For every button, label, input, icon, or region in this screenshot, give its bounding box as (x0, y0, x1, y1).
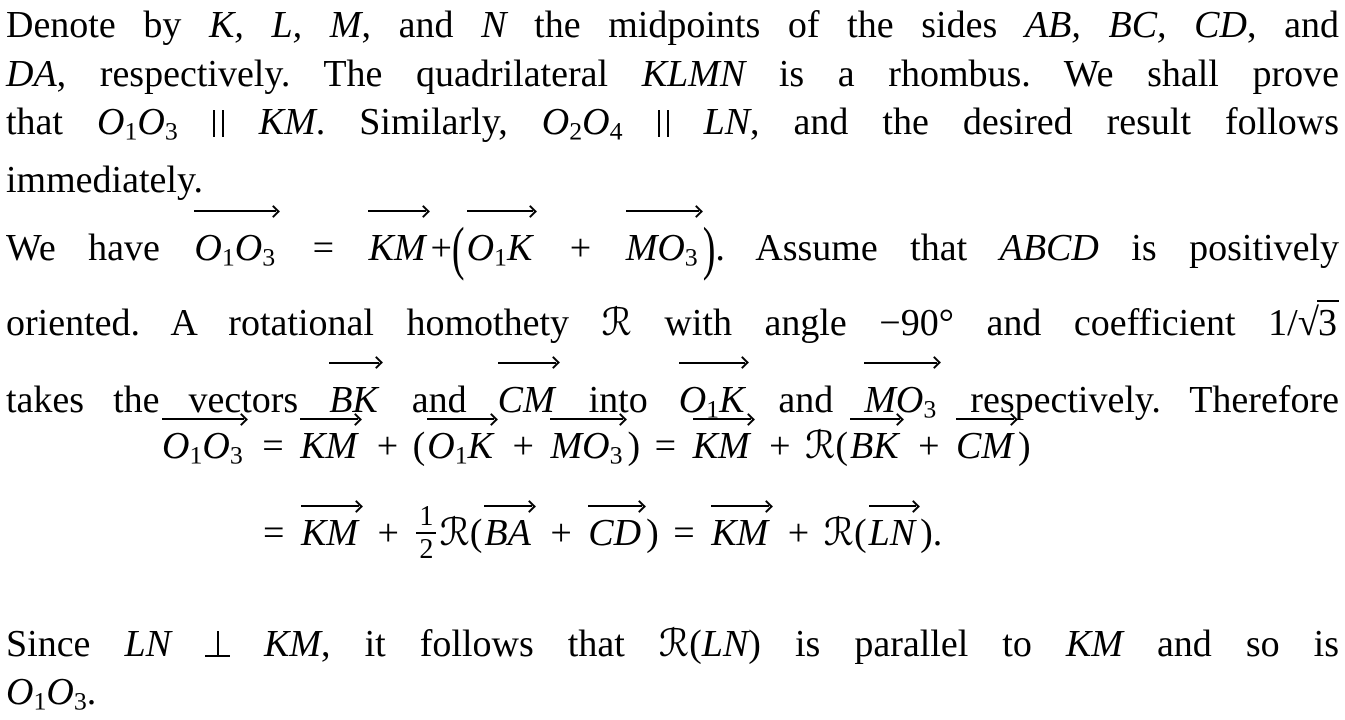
vector-overarrow (586, 498, 646, 555)
math-variable: CD (588, 512, 642, 554)
vector-overarrow (425, 411, 498, 471)
script-R-operator: ℛ (601, 299, 632, 344)
radical-icon: √ (1297, 300, 1319, 344)
fraction (416, 501, 436, 566)
math-variable: ABCD (999, 227, 1099, 269)
math-text: , and (361, 4, 482, 46)
parallel-icon (213, 110, 224, 137)
math-variable: KLMN (641, 52, 746, 95)
math-variable: O (234, 227, 263, 269)
vector-overarrow (465, 203, 538, 290)
parallel-icon (658, 110, 669, 137)
math-subscript: 1 (454, 440, 468, 470)
math-text: , and the desired result follows (750, 101, 1340, 143)
math-text: + (773, 512, 824, 554)
math-variable: MO (625, 227, 685, 269)
text-line (6, 50, 1339, 99)
math-variable: AB, BC, CD (1024, 4, 1247, 46)
math-text: that (6, 101, 97, 143)
math-variable: LN (124, 623, 171, 665)
fraction-numerator: 1 (419, 500, 434, 532)
display-equation-line-2 (263, 498, 942, 566)
math-variable: BK (329, 378, 378, 421)
math-variable: LN (703, 101, 751, 143)
big-paren: ( (451, 216, 465, 282)
math-variable: O (194, 227, 222, 269)
math-text: the midpoints of the sides (506, 4, 1025, 46)
math-variable: O (541, 101, 570, 143)
math-variable: O (678, 378, 707, 421)
math-subscript: 1 (124, 116, 138, 146)
math-variable: KM (264, 623, 322, 665)
math-text: oriented. A rotational homothety (6, 301, 602, 344)
math-variable: O (46, 671, 74, 713)
math-text: + ( (362, 425, 426, 467)
math-variable: KM (368, 227, 426, 269)
math-text: is positively (1098, 227, 1339, 269)
display-equation-line-1 (160, 411, 1031, 471)
math-text: ( (469, 512, 483, 554)
math-text: and so is (1122, 623, 1340, 665)
vector-overarrow (298, 411, 362, 468)
vector-overarrow (709, 498, 773, 555)
perp-icon (205, 631, 230, 657)
math-subscript: 1 (189, 440, 203, 470)
math-variable: MO (550, 425, 610, 467)
math-variable: KM (692, 425, 750, 467)
math-text: . Assume that (715, 227, 1000, 269)
big-paren: ) (702, 216, 716, 282)
math-variable: KM (300, 425, 358, 467)
text-line (6, 290, 1339, 355)
math-text: + (754, 425, 806, 467)
math-text: + (362, 512, 414, 554)
math-text (623, 101, 657, 143)
math-variable: KM (1065, 623, 1123, 665)
math-variable: K (719, 378, 745, 421)
paragraph-1 (6, 1, 1339, 205)
vector-overarrow (954, 411, 1018, 468)
math-text: = (280, 227, 367, 269)
math-text: into (559, 378, 677, 421)
math-text: respectively. Therefore (941, 378, 1339, 421)
math-text: + (498, 425, 549, 467)
math-variable: O (427, 425, 455, 467)
math-text: ) = (627, 425, 691, 467)
vector-overarrow (848, 411, 904, 468)
math-text: ) = (646, 512, 710, 554)
math-text (225, 101, 259, 143)
radicand: 3 (1317, 301, 1337, 344)
text-line (6, 203, 1339, 290)
math-text: with angle −90° and coefficient 1/ (631, 301, 1298, 344)
script-R-operator: ℛ (658, 621, 690, 665)
math-variable: K (467, 425, 494, 467)
math-subscript: 3 (262, 242, 276, 272)
math-subscript: 3 (923, 394, 937, 424)
math-variable: K (506, 227, 533, 269)
math-variable: KM (711, 512, 769, 554)
vector-overarrow (691, 411, 755, 468)
math-subscript: 3 (229, 440, 243, 470)
math-variable: DA (6, 52, 57, 95)
math-variable: O (582, 101, 610, 143)
math-variable: LN (868, 512, 916, 554)
vector-overarrow (624, 203, 703, 290)
vector-overarrow (299, 498, 363, 555)
math-variable: O (466, 227, 495, 269)
math-variable: CM (497, 378, 555, 421)
square-root (1298, 302, 1339, 344)
math-subscript: 3 (609, 440, 623, 470)
math-variable: O (162, 425, 190, 467)
math-text: , and (1246, 4, 1339, 46)
math-text: We have (6, 227, 193, 269)
fraction-denominator: 2 (416, 532, 436, 566)
math-text: ( (835, 425, 848, 467)
math-text: . Similarly, (315, 101, 542, 143)
math-text: Since (6, 623, 125, 665)
math-subscript: 1 (221, 242, 235, 272)
math-variable: O (97, 101, 125, 143)
math-text: + (430, 227, 452, 269)
math-variable: O (137, 101, 165, 143)
paragraph-2 (6, 203, 1339, 441)
math-subscript: 3 (73, 686, 87, 716)
math-variable: K, L, M (209, 4, 362, 46)
math-text (178, 101, 212, 143)
math-text: ). (920, 512, 943, 554)
math-text: . (86, 671, 97, 713)
math-text: + (537, 227, 624, 269)
vector-overarrow (366, 203, 430, 280)
math-variable: KM (300, 512, 358, 554)
math-text: + (903, 425, 954, 467)
script-R-operator: ℛ (439, 510, 470, 554)
math-subscript: 1 (494, 242, 507, 272)
math-variable: MO (864, 378, 924, 421)
math-variable: LN (701, 623, 749, 665)
text-line (6, 619, 1339, 668)
math-text: ( (689, 623, 702, 665)
vector-overarrow (548, 411, 627, 471)
math-text: Denote by (6, 4, 210, 46)
math-text (670, 101, 704, 143)
math-subscript: 1 (33, 686, 47, 716)
math-text: ) is parallel to (748, 623, 1066, 665)
math-subscript: 3 (684, 242, 698, 272)
math-subscript: 1 (706, 394, 720, 424)
math-text: immediately. (6, 159, 203, 202)
math-text: = (247, 425, 299, 467)
math-text: ( (853, 512, 867, 554)
text-line (6, 668, 1339, 720)
math-text: is a rhombus. We shall prove (745, 52, 1339, 95)
text-line (6, 98, 1339, 156)
math-text: + (535, 512, 587, 554)
vector-overarrow (867, 498, 920, 555)
math-text (230, 623, 264, 665)
math-variable: BK (850, 425, 899, 467)
math-text: , respectively. The quadrilateral (56, 52, 642, 95)
math-variable: CM (956, 425, 1013, 467)
math-text: and (749, 378, 863, 421)
math-variable: O (6, 671, 34, 713)
math-variable: N (481, 4, 507, 46)
script-R-operator: ℛ (823, 510, 854, 554)
text-line (6, 156, 1339, 205)
math-variable: BA (484, 512, 531, 554)
math-variable: O (202, 425, 230, 467)
math-text: takes the vectors (6, 378, 328, 421)
math-subscript: 4 (609, 116, 623, 146)
math-text: and (382, 378, 496, 421)
script-R-operator: ℛ (805, 423, 836, 467)
math-text (171, 623, 205, 665)
math-text: = (263, 512, 299, 554)
text-line (6, 1, 1339, 50)
paragraph-3 (6, 619, 1339, 720)
math-subscript: 3 (164, 116, 178, 146)
vector-overarrow (192, 203, 280, 290)
vector-overarrow (482, 498, 535, 555)
math-text: ) (1018, 425, 1031, 467)
math-variable: KM (258, 101, 316, 143)
vector-overarrow (160, 411, 248, 471)
math-subscript: 2 (569, 116, 583, 146)
math-text: , it follows that (321, 623, 659, 665)
